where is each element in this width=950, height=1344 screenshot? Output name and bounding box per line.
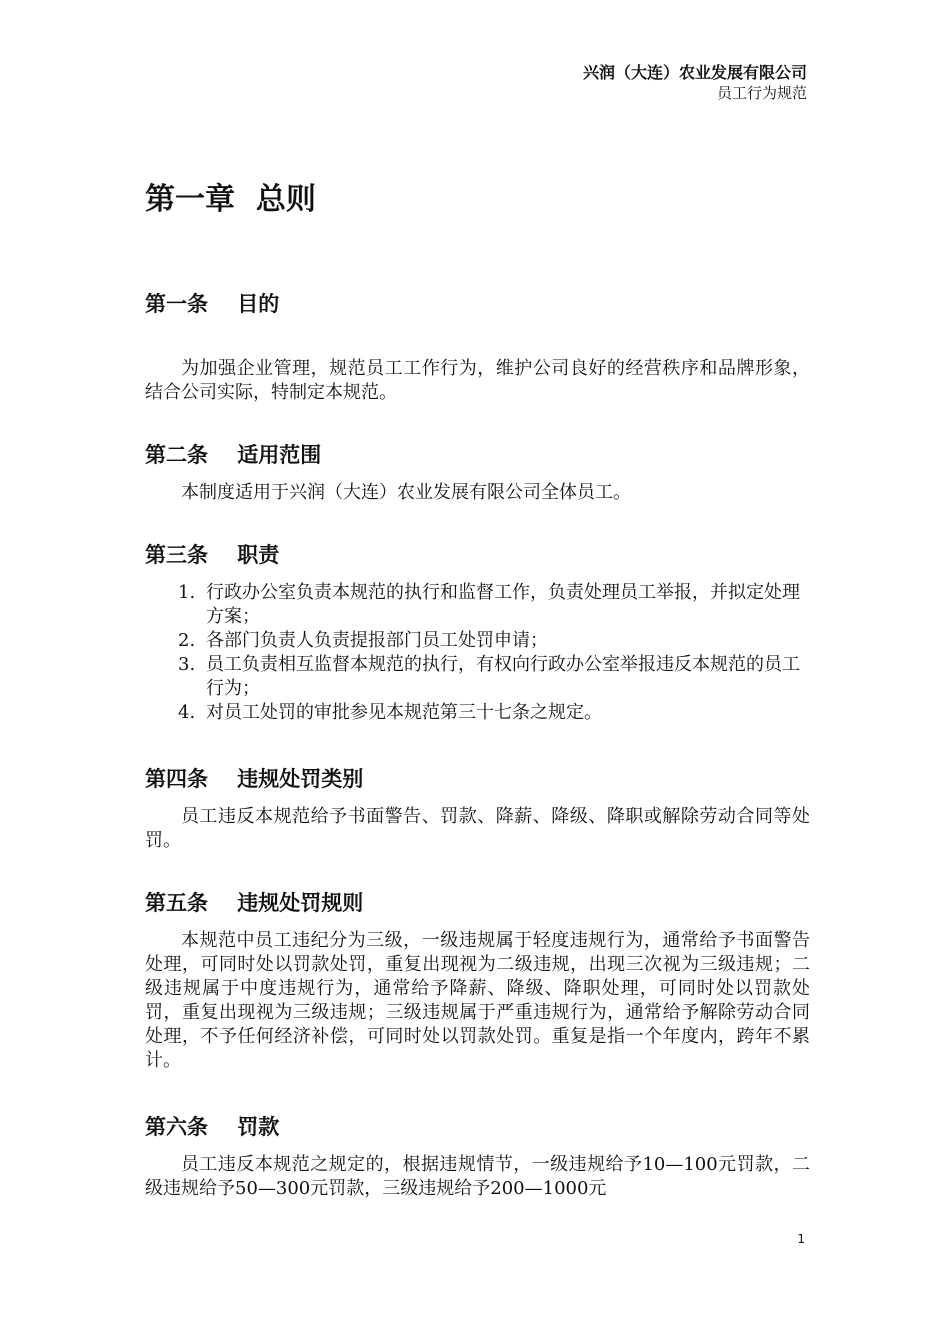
- article-2-text: 本制度适用于兴润（大连）农业发展有限公司全体员工。: [181, 482, 631, 503]
- article-6-text: 员工违反本规范之规定的，根据违规情节，一级违规给予10—100元罚款，二级违规给予50—300元罚款，三级违规给予200—1000元: [145, 1154, 810, 1199]
- list-item-text: 行政办公室负责本规范的执行和监督工作，负责处理员工举报，并拟定处理方案；: [206, 582, 800, 627]
- article-3-list: [145, 581, 810, 725]
- article-4-title: 第四条 违规处罚类别: [145, 767, 364, 791]
- list-item-text: 对员工处罚的审批参见本规范第三十七条之规定。: [206, 702, 602, 723]
- article-5-title: 第五条 违规处罚规则: [145, 891, 364, 915]
- list-item-text: 各部门负责人负责提报部门员工处罚申请；: [206, 630, 548, 651]
- article-1-title: 第一条 目的: [145, 292, 280, 316]
- article-2-title: 第二条 适用范围: [145, 443, 322, 467]
- article-1-text: 为加强企业管理，规范员工工作行为，维护公司良好的经营秩序和品牌形象，结合公司实际，特制定本规范。: [145, 358, 810, 403]
- page-number: 1: [797, 1232, 805, 1246]
- list-item: [145, 701, 810, 725]
- article-3-title: 第三条 职责: [145, 543, 280, 567]
- page-header: [583, 62, 807, 104]
- list-item: [145, 653, 810, 701]
- list-item-number: 2.: [178, 630, 196, 651]
- list-item-number: 4.: [178, 702, 196, 723]
- header-document-name: 员工行为规范: [716, 84, 807, 102]
- chapter-title: 第一章 总则: [145, 182, 316, 217]
- article-5-text: 本规范中员工违纪分为三级，一级违规属于轻度违规行为，通常给予书面警告处理，可同时处以罚款处罚，重复出现视为二级违规，出现三次视为三级违规；二级违规属于中度违规行为，通常给予降薪、降级、降职处理，可同时处以罚款处罚，重复出现视为三级违规；三级违规属于严重违规行为，通常给予解除劳动合同处理，不予任何经济补偿，可同时处以罚款处罚。重复是指一个年度内，跨年不累计。: [145, 930, 810, 1071]
- list-item: [145, 581, 810, 629]
- list-item-number: 1.: [178, 582, 196, 603]
- list-item: [145, 629, 810, 653]
- list-item-text: 员工负责相互监督本规范的执行，有权向行政办公室举报违反本规范的员工行为；: [206, 654, 800, 699]
- header-company-name: 兴润（大连）农业发展有限公司: [582, 63, 807, 82]
- article-4-text: 员工违反本规范给予书面警告、罚款、降薪、降级、降职或解除劳动合同等处罚。: [145, 806, 810, 851]
- list-item-number: 3.: [178, 654, 196, 675]
- article-6-title: 第六条 罚款: [145, 1115, 280, 1139]
